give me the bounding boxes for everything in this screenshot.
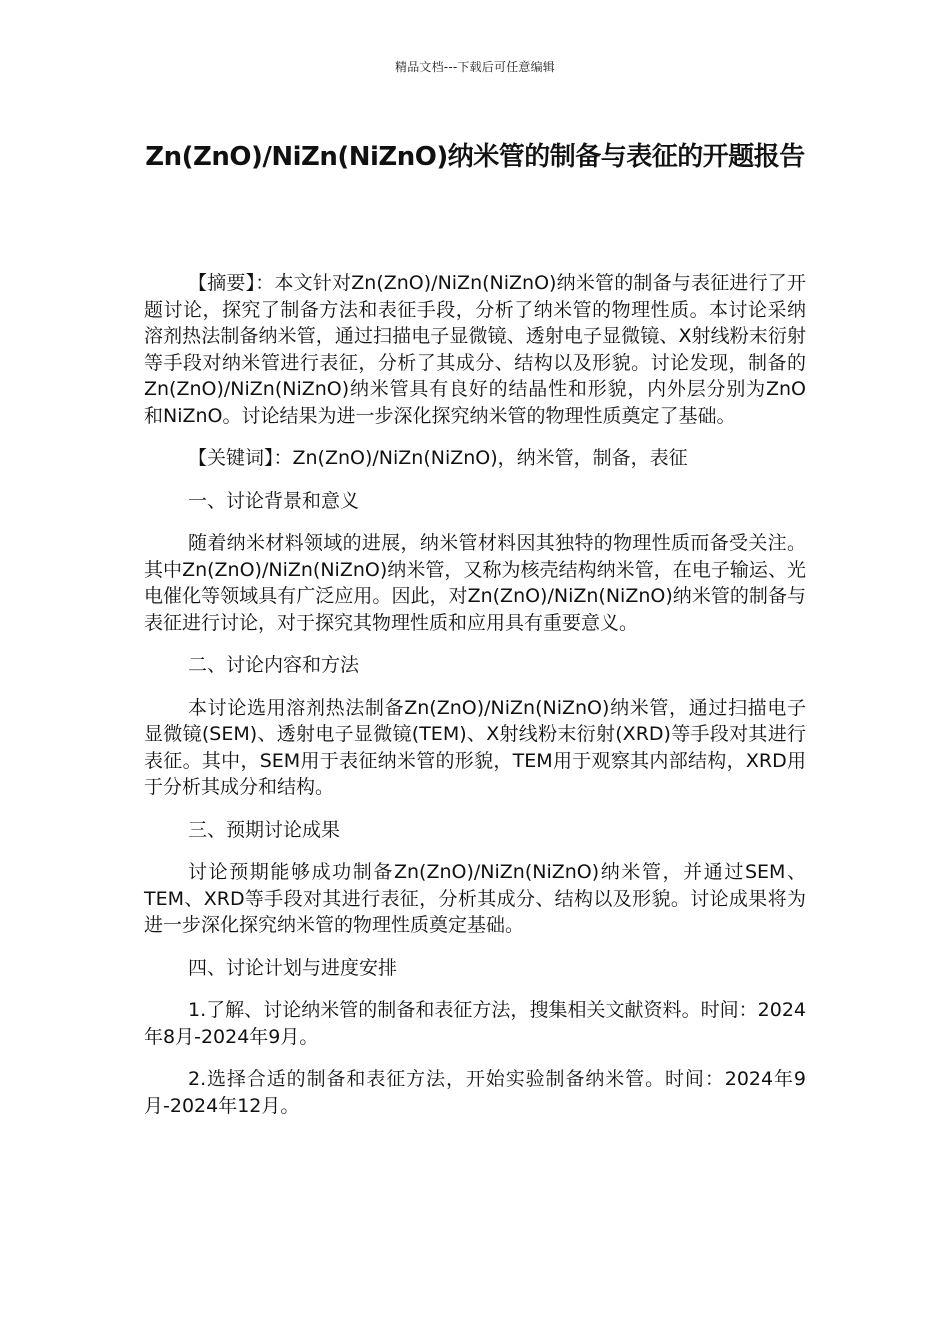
header-note: 精品文档---下载后可任意编辑 [395, 60, 555, 74]
section-heading-methods: 二、讨论内容和方法 [188, 654, 360, 676]
abstract-paragraph: 【摘要】：本文针对Zn(ZnO)/NiZn(NiZnO)纳米管的制备与表征进行了开题讨论，探究了制备方法和表征手段，分析了纳米管的物理性质。本讨论采纳溶剂热法制备纳米管，通过扫描电子显微镜、透射电子显微镜、X射线粉末衍射等手段对纳米管进行表征，分析了其成分、结构以及形貌。讨论发现，制备的Zn(ZnO)/NiZn(NiZnO)纳米管具有良好的结晶性和形貌，内外层分别为ZnO和NiZnO。讨论结果为进一步深化探究纳米管的物理性质奠定了基础。 [144, 272, 806, 427]
section-paragraph-background: 随着纳米材料领域的进展，纳米管材料因其独特的物理性质而备受关注。其中Zn(ZnO)/NiZn(NiZnO)纳米管，又称为核壳结构纳米管，在电子输运、光电催化等领域具有广泛应用。因此，对Zn(ZnO)/NiZn(NiZnO)纳米管的制备与表征进行讨论，对于探究其物理性质和应用具有重要意义。 [144, 532, 806, 634]
keywords-paragraph: 【关键词】：Zn(ZnO)/NiZn(NiZnO)，纳米管，制备，表征 [188, 447, 688, 469]
schedule-item-2: 2.选择合适的制备和表征方法，开始实验制备纳米管。时间：2024年9月-2024年12月。 [144, 1068, 806, 1117]
section-paragraph-outcomes: 讨论预期能够成功制备Zn(ZnO)/NiZn(NiZnO)纳米管，并通过SEM、TEM、XRD等手段对其进行表征，分析其成分、结构以及形貌。讨论成果将为进一步深化探究纳米管的物理性质奠定基础。 [144, 861, 806, 936]
section-paragraph-methods: 本讨论选用溶剂热法制备Zn(ZnO)/NiZn(NiZnO)纳米管，通过扫描电子显微镜(SEM)、透射电子显微镜(TEM)、X射线粉末衍射(XRD)等手段对其进行表征。其中，SEM用于表征纳米管的形貌，TEM用于观察其内部结构，XRD用于分析其成分和结构。 [144, 696, 806, 798]
section-heading-background: 一、讨论背景和意义 [188, 489, 360, 512]
schedule-item-1: 1.了解、讨论纳米管的制备和表征方法，搜集相关文献资料。时间：2024年8月-2024年9月。 [144, 999, 806, 1048]
document-title: Zn(ZnO)/NiZn(NiZnO)纳米管的制备与表征的开题报告 [145, 142, 805, 172]
section-heading-schedule: 四、讨论计划与进度安排 [188, 956, 398, 979]
section-heading-outcomes: 三、预期讨论成果 [188, 818, 341, 841]
document-body [144, 270, 806, 1135]
